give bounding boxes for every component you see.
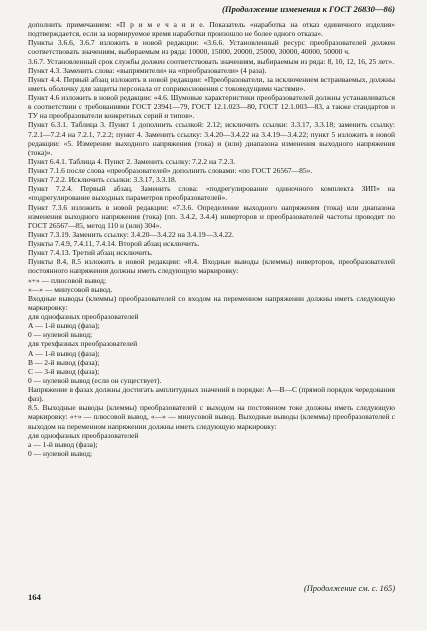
running-header: (Продолжение изменения к ГОСТ 26830—86): [222, 4, 395, 14]
continued-note: (Продолжение см. с. 165): [303, 584, 395, 593]
page-footer: [28, 584, 395, 608]
page-number: 164: [28, 592, 41, 602]
body-text: дополнить примечанием: «П р и м е ч а н и е. Показатель «наработка на отказ единичного изделия» подтверждается, если за нормируемое время наработки произошло не более одного отказа». Пункты 3.6.6, 3.6.7 изложить в новой редакции: «3.6.6. Установленный ресурс преобразователей должен соответствовать значениям, выбираемым из ряда: 10000, 15000, 20000, 25000, 30000, 40000, 50000 ч. 3.6.7. Установленный срок службы должен соответствовать значениям, выбираемым из ряда: 8, 10, 12, 16, 25 лет». Пункт 4.3. Заменить слова: «выпрямители» на «преобразователи» (4 раза). Пункт 4.4. Первый абзац изложить в новой редакции: «Преобразователи, за исключением встраиваемых, должны иметь оболочку для защиты персонала от соприкосновения с токоведущими частями». Пункт 4.6 изложить в новой редакции: «4.6. Шумовые характеристики преобразователей должны устанавливаться в соответствии с требованиями ГОСТ 23941—79, ГОСТ 12.1.023—80, ГОСТ 12.1.003—83, а также стандартов и ТУ на преобразователи конкретных серий и типов». Пункт 6.3.1. Таблица 3. Пункт 1 дополнить ссылкой: 2.12; исключить ссылки: 3.3.17, 3.3.18; заменить ссылку: 7.2.1—7.2.4 на 7.2.1, 7.2.2; пункт 4. Заменить ссылку: 3.4.20—3.4.22 на 3.4.19—3.4.22; пункт 5 изложить в новой редакции: «5. Измерение выходного напряжения (тока) и (или) диапазона изменения выходного напряжения (тока)». Пункт 6.4.1. Таблица 4. Пункт 2. Заменить ссылку: 7.2.2 на 7.2.3. Пункт 7.1.6 после слова «преобразователей» дополнить словами: «по ГОСТ 26567—85». Пункт 7.2.2. Исключить ссылки: 3.3.17, 3.3.18. Пункт 7.2.4. Первый абзац. Заменить слова: «подрегулирование одиночного комплекта ЗИП» на «подрегулирование выходных параметров преобразователей». Пункт 7.3.6 изложить в новой редакции: «7.3.6. Определение выходного напряжения (тока) или диапазона изменения выходного напряжения (тока) (пп. 3.4.2, 3.4.4) инверторов и преобразователей частоты проводят по ГОСТ 26567—85, метод 110 и (или) 304». Пункт 7.3.19. Заменить ссылку: 3.4.20—3.4.22 на 3.4.19—3.4.22. Пункты 7.4.9, 7.4.11, 7.4.14. Второй абзац исключить. Пункт 7.4.13. Третий абзац исключить. Пункты 8.4, 8.5 изложить в новой редакции: «8.4. Входные выводы (клеммы) инверторов, преобразователей постоянного напряжения должны иметь следующую маркировку: «+» — плюсовой вывод; «—» — минусовой вывод. Входные выводы (клеммы) преобразователей со входом на переменном напряжении должны иметь следующую маркировку: для однофазных преобразователей А — 1-й вывод (фаза); 0 — нулевой вывод; для трехфазных преобразователей А — 1-й вывод (фаза); В — 2-й вывод (фаза); С — 3-й вывод (фаза); 0 — нулевой вывод (если он существует). Напряжение в фазах должны достигать амплитудных значений в порядке: А—В—С (прямой порядок чередования фаз). 8.5. Выходные выводы (клеммы) преобразователей с выходом на постоянном токе должны иметь следующую маркировку: «+» — плюсовой вывод, «—» — минусовой вывод. Выходные выводы (клеммы) преобразователей с выходом на переменном напряжении должны иметь следующую маркировку: для однофазных преобразователей а — 1-й вывод (фаза); 0 — нулевой вывод;: [28, 20, 395, 458]
